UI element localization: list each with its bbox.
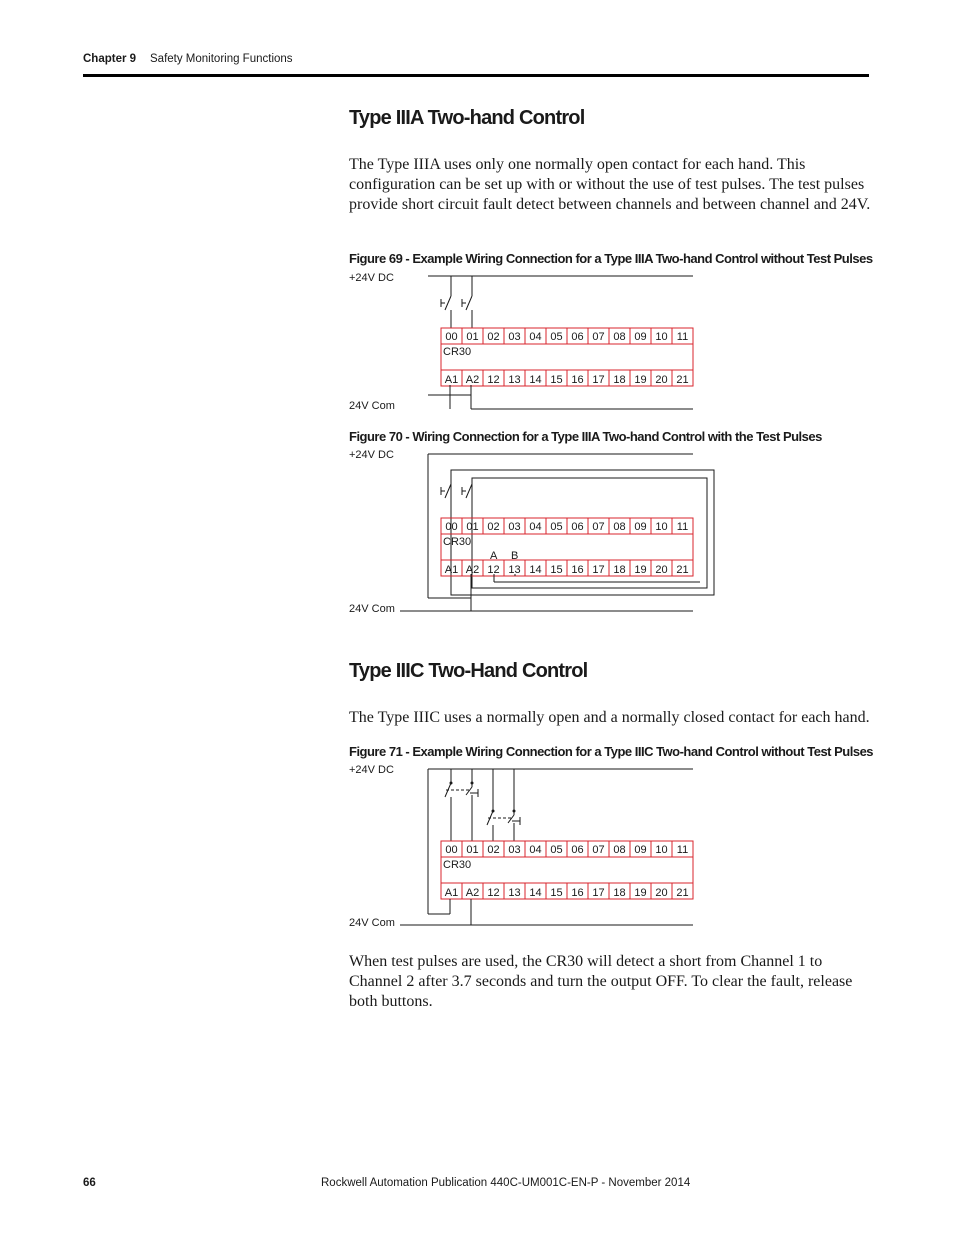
terminal-label: 14	[529, 887, 542, 899]
terminal-label: 12	[487, 564, 500, 576]
publication-info: Rockwell Automation Publication 440C-UM001C-EN-P - November 2014	[321, 1177, 691, 1189]
cr30-relay-block	[441, 841, 693, 899]
section-paragraph-type-iiic: The Type IIIC uses a normally open and a normally closed contact for each hand.	[349, 709, 870, 726]
terminal-label: 18	[613, 564, 626, 576]
figure-70-caption: Figure 70 - Wiring Connection for a Type IIIA Two-hand Control with the Test Pulses	[349, 429, 822, 444]
terminal-label: A1	[444, 374, 459, 386]
terminal-label: 20	[655, 564, 668, 576]
supply-label: +24V DC	[349, 449, 394, 461]
terminal-label: 15	[550, 374, 563, 386]
terminal-label: 05	[550, 521, 563, 533]
terminal-label: 07	[592, 521, 605, 533]
supply-label: +24V DC	[349, 272, 394, 284]
terminal-label: 11	[676, 844, 689, 856]
section-paragraph-type-iiia: The Type IIIA uses only one normally open contact for each hand. This configuration can be set up with or without the use of test pulses. The test pulses provide short circuit fault detect between channels and between channel and 24V.	[349, 156, 871, 213]
section-heading-type-iiic: Type IIIC Two-Hand Control	[349, 660, 588, 682]
dual-contact-button-icon	[487, 810, 520, 842]
push-button-icon	[441, 296, 451, 328]
terminal-label: 00	[445, 521, 458, 533]
device-label: CR30	[443, 536, 472, 548]
cr30-relay-block	[441, 518, 693, 576]
figure-69-wiring-diagram	[340, 266, 700, 416]
push-button-icon	[462, 296, 472, 328]
terminal-label: 05	[550, 331, 563, 343]
terminal-label: 02	[487, 844, 500, 856]
terminal-label: 00	[445, 331, 458, 343]
terminal-label: 19	[634, 887, 647, 899]
figure-71-wiring-diagram	[340, 759, 700, 934]
terminal-label: 10	[655, 331, 668, 343]
terminal-label: 18	[613, 374, 626, 386]
terminal-label: 21	[676, 564, 689, 576]
terminal-label: 11	[676, 521, 689, 533]
push-button-icon	[462, 484, 472, 518]
terminal-label: 06	[571, 844, 584, 856]
terminal-label: 01	[466, 844, 479, 856]
terminal-label: 03	[508, 331, 521, 343]
terminal-label: 10	[655, 844, 668, 856]
terminal-label: 06	[571, 331, 584, 343]
figure-71-caption: Figure 71 - Example Wiring Connection for a Type IIIC Two-hand Control without Test Pulses	[349, 744, 874, 759]
terminal-label: 08	[613, 521, 626, 533]
terminal-label: 19	[634, 374, 647, 386]
common-label: 24V Com	[349, 603, 395, 615]
terminal-label: 14	[529, 564, 542, 576]
device-label: CR30	[443, 346, 472, 358]
terminal-label: 14	[529, 374, 542, 386]
header-divider	[83, 74, 869, 77]
terminal-label: 04	[529, 521, 542, 533]
terminal-label: 08	[613, 331, 626, 343]
terminal-label: 07	[592, 844, 605, 856]
terminal-label: 11	[676, 331, 689, 343]
terminal-label: 21	[676, 374, 689, 386]
terminal-label: 12	[487, 374, 500, 386]
push-button-icon	[441, 484, 451, 518]
cr30-relay-block	[441, 328, 693, 386]
pulse-label-a: A	[490, 550, 498, 562]
terminal-label: 03	[508, 844, 521, 856]
terminal-label: 17	[592, 374, 605, 386]
terminal-label: 02	[487, 521, 500, 533]
terminal-label: 16	[571, 887, 584, 899]
terminal-label: A2	[465, 887, 480, 899]
terminal-label: 09	[634, 521, 647, 533]
terminal-label: 04	[529, 331, 542, 343]
terminal-label: 06	[571, 521, 584, 533]
terminal-label: 07	[592, 331, 605, 343]
terminal-label: 15	[550, 887, 563, 899]
device-label: CR30	[443, 859, 472, 871]
terminal-label: 21	[676, 887, 689, 899]
terminal-label: A1	[444, 564, 459, 576]
terminal-label: 18	[613, 887, 626, 899]
pulse-label-b: B	[511, 550, 519, 562]
terminal-label: 16	[571, 374, 584, 386]
terminal-label: 01	[466, 521, 479, 533]
chapter-label: Chapter 9	[83, 53, 137, 65]
terminal-label: 00	[445, 844, 458, 856]
section-heading-type-iiia: Type IIIA Two-hand Control	[349, 107, 585, 129]
terminal-label: 05	[550, 844, 563, 856]
terminal-label: 10	[655, 521, 668, 533]
terminal-label: 09	[634, 331, 647, 343]
terminal-label: A2	[465, 374, 480, 386]
terminal-label: 20	[655, 374, 668, 386]
terminal-label: 01	[466, 331, 479, 343]
terminal-label: 19	[634, 564, 647, 576]
supply-label: +24V DC	[349, 764, 394, 776]
terminal-label: 13	[508, 564, 521, 576]
terminal-label: 17	[592, 564, 605, 576]
terminal-label: 04	[529, 844, 542, 856]
terminal-label: 09	[634, 844, 647, 856]
terminal-label: 02	[487, 331, 500, 343]
closing-paragraph: When test pulses are used, the CR30 will detect a short from Channel 1 to Channel 2 after 3.7 seconds and turn the output OFF. To clear the fault, release both buttons.	[349, 953, 853, 1010]
common-label: 24V Com	[349, 400, 395, 412]
figure-69-caption: Figure 69 - Example Wiring Connection for a Type IIIA Two-hand Control without Test Pulses	[349, 251, 873, 266]
common-label: 24V Com	[349, 917, 395, 929]
dual-contact-button-icon	[445, 782, 478, 842]
terminal-label: 20	[655, 887, 668, 899]
terminal-label: A2	[465, 564, 480, 576]
terminal-label: 08	[613, 844, 626, 856]
page-number: 66	[83, 1177, 96, 1189]
terminal-label: A1	[444, 887, 459, 899]
figure-70-wiring-diagram	[340, 444, 720, 619]
terminal-label: 16	[571, 564, 584, 576]
terminal-label: 12	[487, 887, 500, 899]
terminal-label: 13	[508, 887, 521, 899]
terminal-label: 03	[508, 521, 521, 533]
terminal-label: 15	[550, 564, 563, 576]
terminal-label: 17	[592, 887, 605, 899]
terminal-label: 13	[508, 374, 521, 386]
chapter-title: Safety Monitoring Functions	[150, 53, 293, 65]
